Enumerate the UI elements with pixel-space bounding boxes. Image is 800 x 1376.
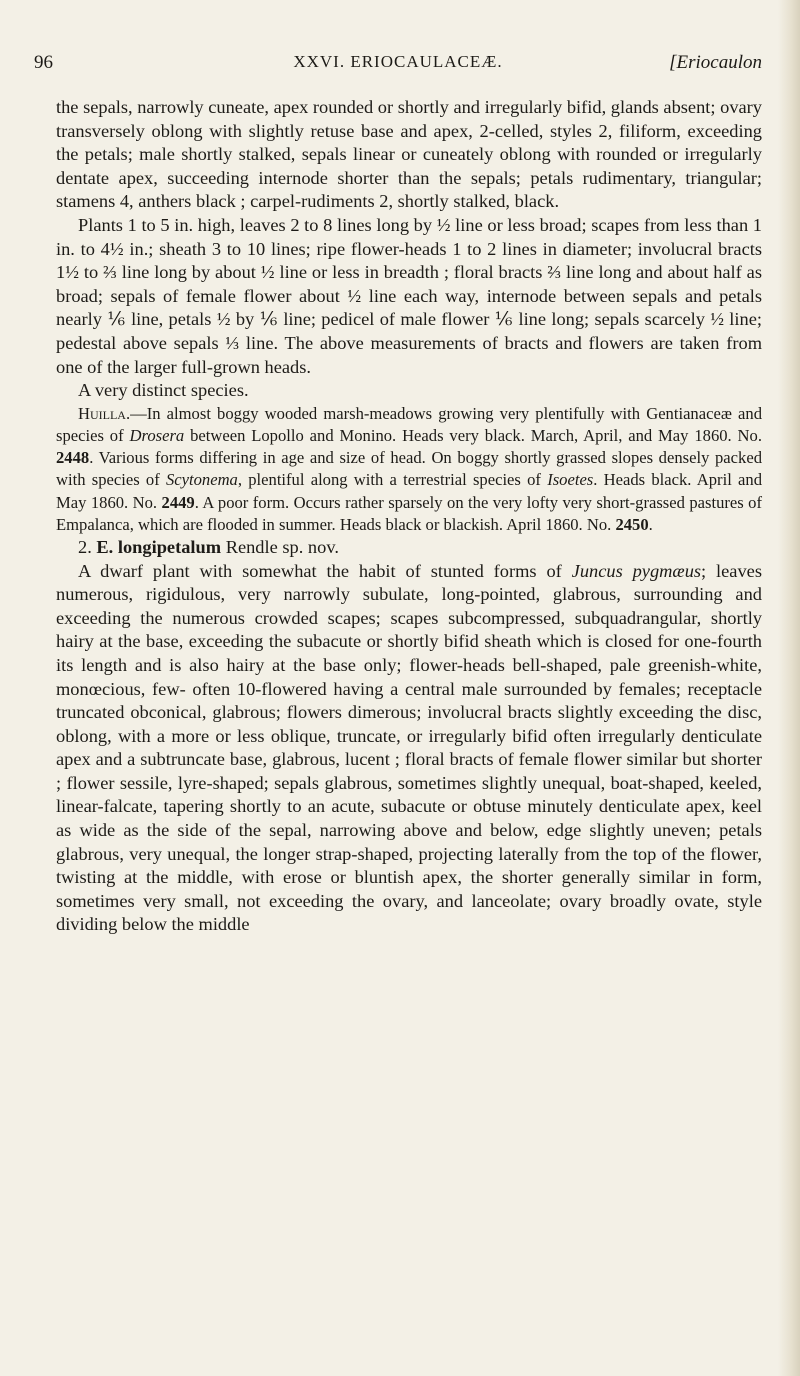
page-edge-shadow [778,0,800,1376]
running-title: XXVI. ERIOCAULACEÆ. [293,52,503,71]
locality-text: , plentiful along with a terrestrial species of [237,470,548,490]
description-continued: the sepals, narrowly cuneate, apex rounded or shortly and irregularly bifid, glands absent; ovary transversely oblong with slightly retuse base and apex, 2-celled, styles 2, filiform, exceeding the petals; male shortly stalked, sepals linear or cuneately oblong with rounded or irregularly dentate apex, succeeding internode shorter than the sepals; petals rudimentary, triangular; stamens 4, anthers black ; carpel-rudiments 2, shortly stalked, black. [56,97,762,212]
locality-place: Huilla. [78,403,131,423]
measurements-paragraph: Plants 1 to 5 in. high, leaves 2 to 8 lines long by ½ line or less broad; scapes from less than 1 in. to 4½ in.; sheath 3 to 10 lines; ripe flower-heads 1 to 2 lines in diameter; involucral bracts 1½ to ⅔ line long by about ½ line or less in breadth ; floral bracts ⅔ line long and about half as broad; sepals of female flower about ½ line each way, internode between sepals and petals nearly ⅙ line, petals ½ by ⅙ line; pedicel of male flower ⅙ line long; sepals scarcely ½ line; pedestal above sepals ⅓ line. The above measurements of bracts and flowers are taken from one of the larger full-grown heads. [56,214,762,377]
species-authority: Rendle sp. nov. [225,536,339,557]
locality-text: . A poor form. Occurs rather sparsely on the very lofty very short-grassed pastures of Empalanca, which are flooded in summer. Heads black or blackish. April 1860. No. [56,492,762,534]
specimen-number: 2449 [161,492,195,512]
locality-text: . Heads black. April and May 1860. No. [56,470,763,512]
page-body [56,96,762,937]
species-reference: Juncus pygmæus [571,560,702,581]
species-description [56,560,762,938]
running-header [34,52,762,82]
description-text: ; leaves numerous, rigidulous, very narrowly subulate, long-pointed, glabrous, surrounding and exceeding the numerous crowded scapes; scapes subcompressed, subquadrangular, shortly hairy at the base, exceeding the subacute or shortly bifid sheath which is closed for one-fourth its length and is also hairy at the base only; flower-heads bell-shaped, pale greenish-white, monœcious, few- often 10-flowered having a central male surrounded by females; receptacle truncated obconical, glabrous; flowers dimerous; involucral bracts slightly exceeding the disc, oblong, with a more or less oblique, truncate, or irregularly bifid often irregularly denticulate apex and a subtruncate base, glabrous, lucent ; floral bracts of female flower similar but shorter ; flower sessile, lyre-shaped; sepals glabrous, sometimes slightly unequal, boat-shaped, keeled, linear-falcate, tapering shortly to an acute, subacute or obtuse minutely denticulate apex, keel as wide as the side of the sepal, narrowing above and below, edge slightly uneven; petals glabrous, very unequal, the longer strap-shaped, projecting laterally from the top of the flower, twisting at the middle, with erose or bluntish apex, the shorter generally similar in form, sometimes very small, not exceeding the ovary, and lanceolate; ovary broadly ovate, style dividing below the middle [56,560,762,935]
description-text: A dwarf plant with somewhat the habit of stunted forms of [78,560,572,581]
page-number: 96 [34,52,53,73]
species-name: E. longipetalum [96,536,222,557]
genus-name: Scytonema [165,470,238,490]
genus-name: Isoetes [547,470,594,490]
species-number: 2. [78,536,92,557]
genus-name: Drosera [129,425,185,445]
genus-heading: [Eriocaulon [669,52,762,73]
species-heading [56,536,762,560]
locality-text: between Lopollo and Monino. Heads very black. March, April, and May 1860. No. [184,425,762,445]
locality-text: . [648,514,653,534]
remark-paragraph: A very distinct species. [78,380,249,401]
locality-text: . Various forms differing in age and size of head. On boggy shortly grassed slopes densely packed with species of [56,448,762,490]
locality-text: —In almost boggy wooded marsh-meadows growing very plentifully with Gentianaceæ and species of [56,403,762,445]
specimen-number: 2448 [56,448,90,468]
specimen-number: 2450 [615,514,649,534]
locality-paragraph [56,403,762,536]
